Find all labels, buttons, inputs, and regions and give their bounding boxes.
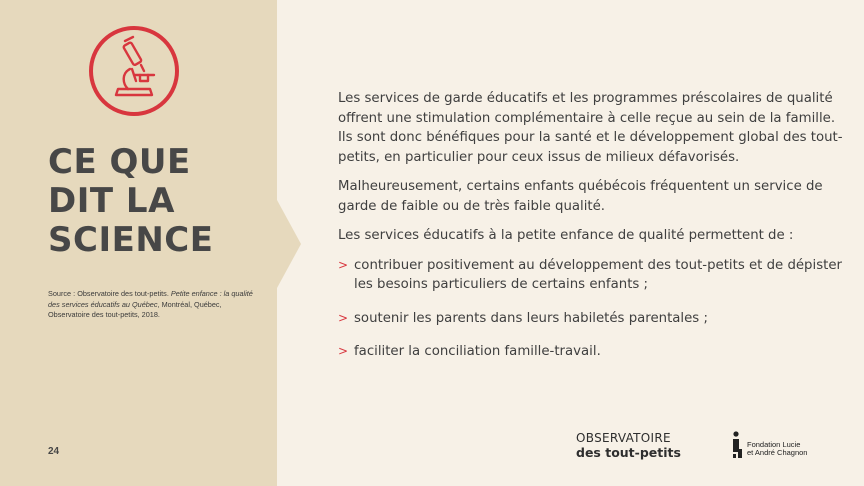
bullet-marker: >: [338, 310, 349, 325]
source-prefix: Source : Observatoire des tout-petits.: [48, 289, 171, 298]
bullet-text: faciliter la conciliation famille-travail.: [354, 344, 601, 359]
bullet-text: soutenir les parents dans leurs habiletés parentales ;: [354, 310, 708, 326]
title-line-2: DIT LA: [48, 181, 175, 221]
bullet-text: contribuer positivement au développement des tout-petits et de dépister les besoins particuliers de certains enfants ;: [354, 257, 842, 292]
list-item: [338, 309, 843, 329]
fondation-logo-line2: et André Chagnon: [747, 448, 808, 457]
observatoire-logo: [576, 431, 681, 460]
paragraph-1: Les services de garde éducatifs et les programmes préscolaires de qualité offrent une stimulation complémentaire à celle reçue au sein de la famille. Ils sont donc bénéfiques pour la santé et le développement global des tout-petits, en particulier pour ceux issus de milieux défavorisés.: [338, 91, 843, 165]
page-number: 24: [48, 446, 60, 457]
list-item: [338, 342, 843, 362]
title-line-1: CE QUE: [48, 142, 191, 182]
sidebar-arrow: [277, 200, 301, 288]
source-suffix: , Montréal, Québec, Observatoire des tout-petits, 2018.: [48, 299, 222, 319]
fondation-logo-text: [747, 441, 807, 458]
bullet-list: [338, 256, 843, 362]
observatoire-logo-line2: des tout-petits: [576, 445, 681, 460]
fondation-logo-icon: [731, 431, 743, 459]
paragraph-2: Malheureusement, certains enfants québécois fréquentent un service de garde de faible ou de très faible qualité.: [338, 179, 823, 214]
page-title: [48, 143, 213, 260]
title-line-3: SCIENCE: [48, 220, 214, 260]
source-title: Petite enfance : la qualité des services éducatifs au Québec: [48, 289, 253, 309]
fondation-logo: [731, 431, 807, 459]
fondation-logo-line1: Fondation Lucie: [747, 439, 801, 449]
paragraph-3: Les services éducatifs à la petite enfance de qualité permettent de :: [338, 228, 794, 243]
list-item: [338, 256, 843, 295]
source-citation: [48, 289, 258, 321]
main-content: [338, 89, 843, 376]
microscope-icon: [88, 25, 180, 117]
bullet-marker: >: [338, 257, 349, 272]
observatoire-logo-line1: OBSERVATOIRE: [576, 431, 671, 445]
bullet-marker: >: [338, 344, 349, 358]
